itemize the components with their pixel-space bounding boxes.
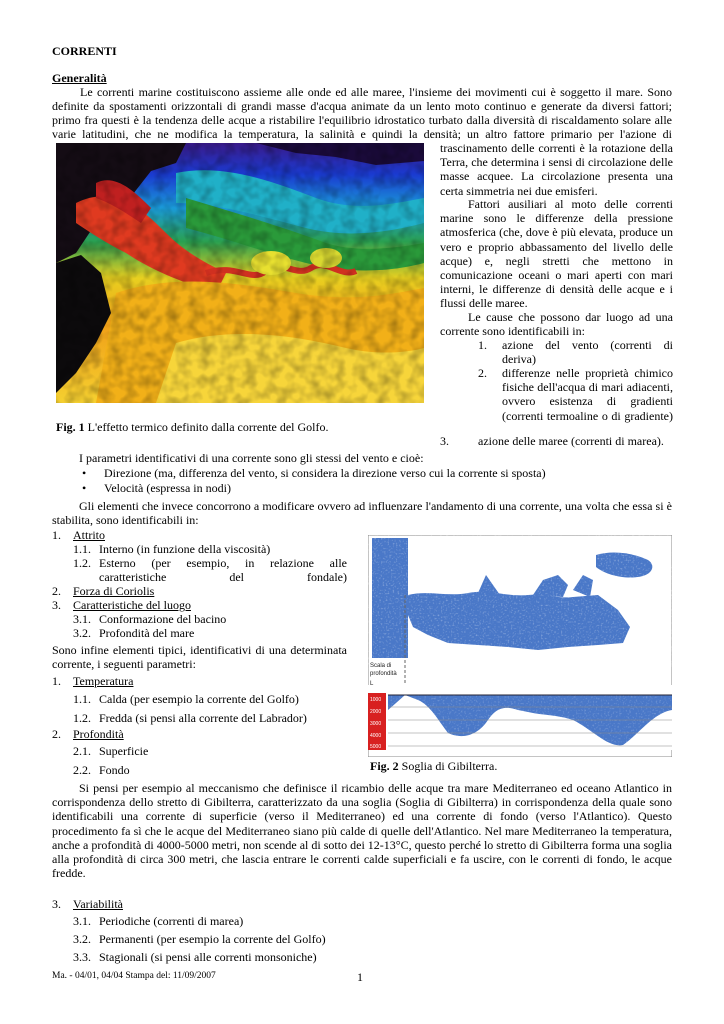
- outline-num: 3.3.: [73, 950, 91, 964]
- depth-scale-tick: 3000: [370, 721, 382, 727]
- outline-item: Attrito: [73, 528, 105, 542]
- outline-item: Temperatura: [73, 674, 134, 688]
- svg-text:L: L: [370, 681, 374, 687]
- outline-item: Conformazione del bacino: [99, 612, 227, 626]
- footer-text: Ma. - 04/01, 04/04 Stampa del: 11/09/2007: [52, 971, 216, 981]
- outline-item: Permanenti (per esempio la corrente del Golfo): [99, 932, 326, 946]
- bullet-item: Direzione (ma, differenza del vento, si considera la direzione verso cui la corrente si sposta): [104, 466, 546, 480]
- bullet-item: Velocità (espressa in nodi): [104, 481, 231, 495]
- typical-parameters-intro: Sono infine elementi tipici, identificativi di una determinata corrente, i seguenti parametri:: [52, 643, 347, 672]
- outline-item: Esterno (per esempio, in relazione alle caratteristiche del fondale): [99, 556, 347, 585]
- outline-num: 3.: [52, 897, 61, 911]
- cause-item: azione delle maree (correnti di marea).: [478, 434, 664, 448]
- figure-2-label: Fig. 2: [370, 759, 399, 773]
- outline-num: 3.1.: [73, 914, 91, 928]
- outline-num: 1.1.: [73, 692, 91, 706]
- outline-item: Profondità: [73, 727, 124, 741]
- intro-line: definite da spostamenti orizzontali di grandi masse d'acqua animate da un lento moto continuo e generate da diversi fattori;: [52, 99, 672, 113]
- outline-num: 1.1.: [73, 542, 91, 556]
- outline-num: 3.2.: [73, 932, 91, 946]
- section-heading: Generalità: [52, 71, 107, 85]
- intro-line: primo fra questi è la tendenza delle acque a ristabilire l'equilibrio idrostatico turbato dalla diversità di riscaldamento solare alle: [52, 113, 672, 127]
- cause-number: 3.: [440, 434, 449, 448]
- outline-num: 1.2.: [73, 556, 91, 570]
- gibraltar-sill-figure: [368, 535, 672, 757]
- figure-1-text: L'effetto termico definito dalla corrente del Golfo.: [84, 420, 329, 434]
- figure-1-caption: [56, 420, 329, 434]
- outline-num: 1.2.: [73, 711, 91, 725]
- cause-number: 1.: [478, 338, 487, 352]
- cause-item: azione del vento (correnti di deriva): [502, 338, 673, 367]
- outline-item: Profondità del mare: [99, 626, 195, 640]
- causes-intro: Le cause che possono dar luogo ad una corrente sono identificabili in:: [440, 310, 673, 339]
- outline-num: 3.: [52, 598, 61, 612]
- page-number: 1: [357, 970, 363, 984]
- outline-item: Forza di Coriolis: [73, 584, 155, 598]
- outline-item: Stagionali (si pensi alle correnti monsoniche): [99, 950, 317, 964]
- bullet-icon: •: [82, 466, 87, 480]
- outline-num: 3.2.: [73, 626, 91, 640]
- cause-number: 2.: [478, 366, 487, 380]
- outline-num: 2.: [52, 727, 61, 741]
- intro-line: varie latitudini, che ne modifica la temperatura, la salinità e quindi la densità; un altro fattore primario per l'azione di: [52, 127, 672, 141]
- outline-num: 2.1.: [73, 744, 91, 758]
- parameters-intro: I parametri identificativi di una corrente sono gli stessi del vento e cioè:: [79, 451, 424, 465]
- figure-2-text: Soglia di Gibilterra.: [398, 759, 498, 773]
- outline-num: 2.2.: [73, 763, 91, 777]
- outline-item: Interno (in funzione della viscosità): [99, 542, 271, 556]
- figure-1-label: Fig. 1: [56, 420, 85, 434]
- gulf-stream-thermal-image: [56, 143, 424, 403]
- outline-item: Calda (per esempio la corrente del Golfo): [99, 692, 299, 706]
- outline-item: Fondo: [99, 763, 130, 777]
- document-title: CORRENTI: [52, 44, 117, 58]
- outline-num: 1.: [52, 528, 61, 542]
- cause-item: differenze nelle proprietà chimico fisiche dell'acqua di mari adiacenti, ovvero esistenza di gradienti (correnti termoaline o di gradiente): [502, 366, 673, 423]
- depth-scale-title-line2: profondità: [370, 671, 397, 677]
- gibraltar-paragraph: Si pensi per esempio al meccanismo che definisce il ricambio delle acque tra mare Mediterraneo ed oceano Atlantico in corrispondenza dello stretto di Gibilterra, caratterizzato da una soglia (Soglia di Gibilterra) in corrispondenza della quale sono identificabili una corrente di superficie (verso il Mediterraneo) ed una corrente di fondo (verso l'Atlantico). Questo procedimento fa sì che le acque del Mediterraneo siano più calde di quelle dell'Atlantico. Nel mare Mediterraneo la temperatura, anche a profondità di 4000-5000 metri, non scende al di sotto dei 12-13°C, questo perché lo stretto di Gibilterra forma una soglia alla profondità di circa 300 metri, che lascia entrare le correnti calde superficiali e fa uscire, con le correnti di fondo, le acque fredde.: [52, 781, 672, 881]
- intro-line: Le correnti marine costituiscono assieme alle onde ed alle maree, l'insieme dei movimenti cui è soggetto il mare. Sono: [80, 85, 672, 99]
- depth-scale-tick: 5000: [370, 744, 382, 750]
- outline-num: 1.: [52, 674, 61, 688]
- currents-rotation-paragraph: trascinamento delle correnti è la rotazione della Terra, che determina i sensi di circolazione delle masse acquee. La circolazione presenta una certa simmetria nei due emisferi.: [440, 141, 673, 198]
- depth-scale-title-line1: Scala di: [370, 663, 392, 669]
- outline-item: Periodiche (correnti di marea): [99, 914, 244, 928]
- elements-intro: Gli elementi che invece concorrono a modificare ovvero ad influenzare l'andamento di una corrente, una volta che essa si è stabilita, sono identificabili in:: [52, 499, 672, 528]
- depth-scale-tick: 2000: [370, 709, 382, 715]
- outline-item: Variabilità: [73, 897, 123, 911]
- outline-item: Caratteristiche del luogo: [73, 598, 191, 612]
- outline-item: Fredda (si pensi alla corrente del Labrador): [99, 711, 307, 725]
- auxiliary-factors-paragraph: Fattori ausiliari al moto delle correnti marine sono le differenze della pressione atmosferica (che, dove è più elevata, produce un vero e proprio abbassamento del livello delle acque) e, negli stretti che mettono in comunicazione oceani o mari aperti con mari interni, le differenze di densità delle acque e i flussi delle maree.: [440, 197, 673, 311]
- outline-item: Superficie: [99, 744, 149, 758]
- depth-scale-tick: 4000: [370, 733, 382, 739]
- outline-num: 3.1.: [73, 612, 91, 626]
- figure-2-caption: [370, 759, 497, 773]
- outline-num: 2.: [52, 584, 61, 598]
- bullet-icon: •: [82, 481, 87, 495]
- depth-scale-tick: 1000: [370, 697, 382, 703]
